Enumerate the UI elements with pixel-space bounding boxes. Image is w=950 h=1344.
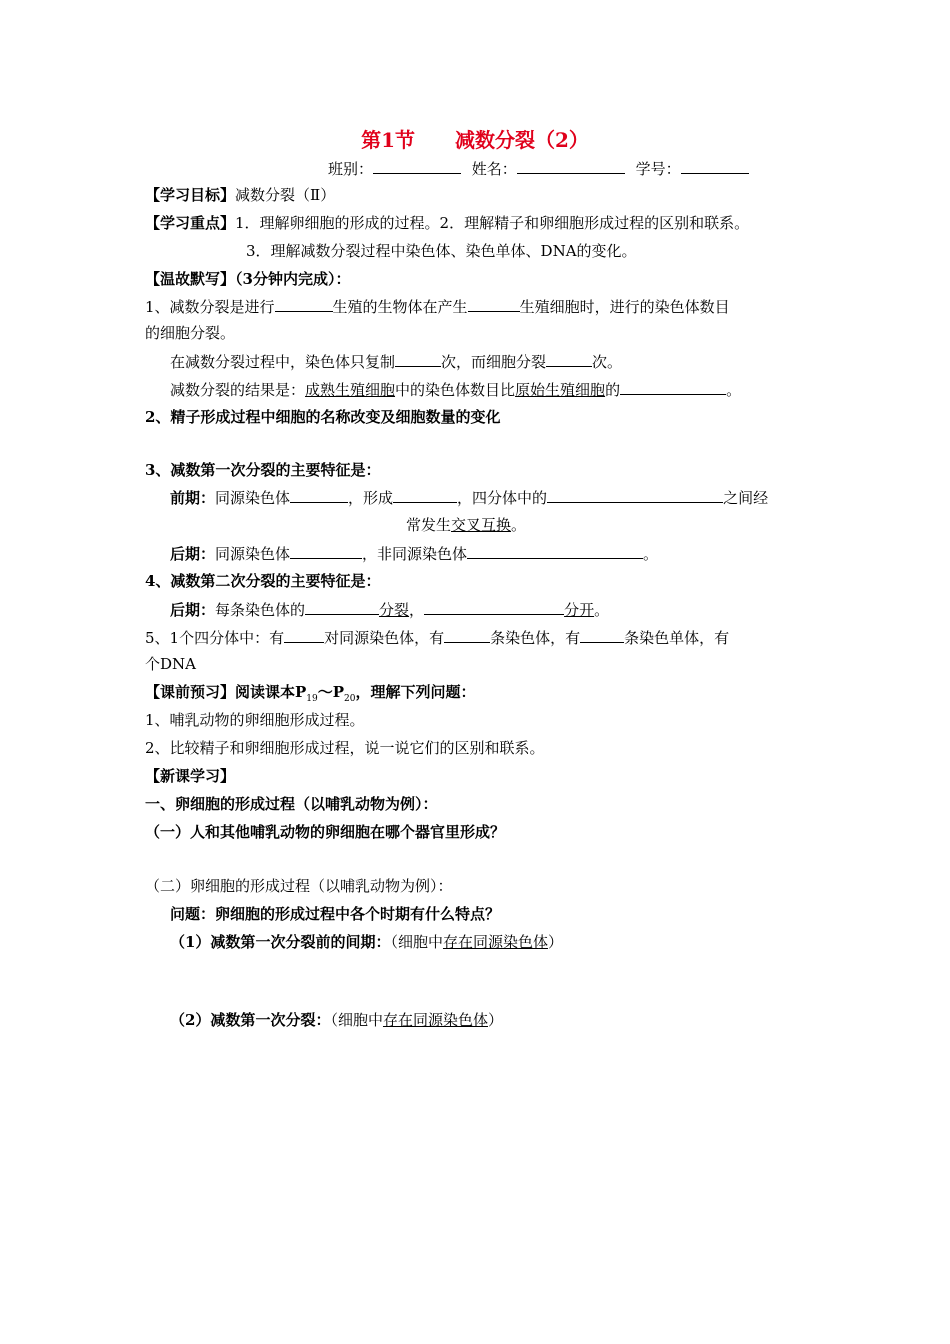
q1-r2-underlined-1: 成熟生殖细胞 xyxy=(305,381,396,399)
q5-text-d: 条染色单体，有 xyxy=(624,629,730,647)
q3-pre-underlined: 交叉互换 xyxy=(451,516,512,534)
preview-sub-2: 20 xyxy=(344,694,356,704)
q3-post-blank-1 xyxy=(290,543,362,559)
q4-heading: 4、减数第二次分裂的主要特征是： xyxy=(145,572,381,590)
q3-prophase-label: 前期： xyxy=(170,489,216,507)
phase-1-text-a: （细胞中 xyxy=(390,933,443,951)
q1-r2-text-b: 中的染色体数目比 xyxy=(395,381,516,399)
class-blank xyxy=(373,158,461,174)
q1-r1-text-a: 在减数分裂过程中，染色体只复制 xyxy=(170,353,396,371)
preview-tag: 【课前预习】 xyxy=(145,683,236,701)
goal-tag: 【学习目标】 xyxy=(145,186,236,204)
phase-2-text-a: （细胞中 xyxy=(330,1011,383,1029)
q3-anaphase xyxy=(170,543,658,564)
phase-2-underlined: 存在同源染色体 xyxy=(382,1011,488,1029)
review-heading xyxy=(145,269,350,289)
q1-line2: 的细胞分裂。 xyxy=(145,324,236,342)
q3-anaphase-label: 后期： xyxy=(170,545,216,563)
q1-text-b: 生殖的生物体在产生 xyxy=(332,298,468,316)
q5-blank-1 xyxy=(284,627,324,643)
q5-text-c: 条染色体，有 xyxy=(490,629,581,647)
preview-heading xyxy=(145,682,476,709)
q1-r2-text-c: 的 xyxy=(605,381,621,399)
q1-r2-underlined-2: 原始生殖细胞 xyxy=(515,381,606,399)
q4-text-c: 。 xyxy=(594,601,610,619)
student-info-row xyxy=(328,158,749,179)
preview-text-b: ～P xyxy=(317,683,345,701)
q3-post-text-b: ，非同源染色体 xyxy=(362,545,468,563)
q3-pre-text-e: 常发生 xyxy=(406,516,452,534)
section-1a-question: （一）人和其他哺乳动物的卵细胞在哪个器官里形成？ xyxy=(145,823,506,841)
stage-question: 问题：卵细胞的形成过程中各个时期有什么特点？ xyxy=(170,905,501,923)
q4-blank-1 xyxy=(305,599,379,615)
q1-r2-text-a: 减数分裂的结果是： xyxy=(170,381,306,399)
name-label: 姓名： xyxy=(471,160,517,178)
q3-post-text-c: 。 xyxy=(643,545,659,563)
q1-text-c: 生殖细胞时，进行的染色体数目 xyxy=(519,298,730,316)
q1-r1-text-b: 次，而细胞分裂 xyxy=(441,353,547,371)
q3-pre-text-f: 。 xyxy=(511,516,527,534)
q5-blank-2 xyxy=(444,627,490,643)
learning-focus-line1 xyxy=(145,213,749,233)
q1-blank-1 xyxy=(275,296,333,312)
q1-line1 xyxy=(145,296,730,317)
q1-text-a: 1、减数分裂是进行 xyxy=(145,298,275,316)
q5-text-a: 5、1个四分体中：有 xyxy=(145,629,285,647)
q4-text-a: 每条染色体的 xyxy=(215,601,306,619)
phase-1-label: （1）减数第一次分裂前的间期： xyxy=(170,933,391,951)
q5-blank-3 xyxy=(580,627,624,643)
id-label: 学号： xyxy=(635,160,681,178)
q2-heading: 2、精子形成过程中细胞的名称改变及细胞数量的变化 xyxy=(145,408,501,426)
q4-text-b: ， xyxy=(409,601,425,619)
phase-1-underlined: 存在同源染色体 xyxy=(442,933,548,951)
q3-pre-blank-1 xyxy=(290,487,348,503)
q3-prophase xyxy=(170,487,768,508)
learning-goal xyxy=(145,185,335,205)
q5-line1 xyxy=(145,627,729,648)
q1-r1-blank-1 xyxy=(395,351,441,367)
preview-text-c: ，理解下列问题： xyxy=(355,683,476,701)
q3-heading: 3、减数第一次分裂的主要特征是： xyxy=(145,461,381,479)
phase-2 xyxy=(170,1010,503,1030)
preview-text-a: 阅读课本P xyxy=(235,683,307,701)
q3-post-text-a: 同源染色体 xyxy=(215,545,291,563)
section-1-heading: 一、卵细胞的形成过程（以哺乳动物为例）： xyxy=(145,795,438,813)
phase-1 xyxy=(170,932,563,952)
q4-anaphase xyxy=(170,599,609,620)
q3-pre-text-d: 之间经 xyxy=(723,489,769,507)
q1-r1-blank-2 xyxy=(546,351,592,367)
q1-r2-text-d: 。 xyxy=(726,381,742,399)
q3-pre-text-a: 同源染色体 xyxy=(215,489,291,507)
section-1b-heading: （二）卵细胞的形成过程（以哺乳动物为例）： xyxy=(145,877,453,895)
preview-item-1: 1、哺乳动物的卵细胞形成过程。 xyxy=(145,711,365,729)
page-title: 第1节 减数分裂（2） xyxy=(361,128,589,152)
q4-anaphase-label: 后期： xyxy=(170,601,216,619)
focus-tag: 【学习重点】 xyxy=(145,214,236,232)
q3-pre-blank-3 xyxy=(547,487,723,503)
q1-line3 xyxy=(170,351,622,372)
q1-r1-text-c: 次。 xyxy=(592,353,623,371)
q3-prophase-cont xyxy=(406,515,526,535)
goal-text: 减数分裂（Ⅱ） xyxy=(235,186,336,204)
focus-line2: 3．理解减数分裂过程中染色体、染色单体、DNA的变化。 xyxy=(246,242,637,260)
q4-underlined-2: 分开 xyxy=(564,601,595,619)
q4-underlined-1: 分裂 xyxy=(379,601,410,619)
q3-pre-text-c: ，四分体中的 xyxy=(457,489,548,507)
q1-blank-2 xyxy=(468,296,520,312)
phase-2-text-b: ） xyxy=(487,1011,503,1029)
newlesson-tag: 【新课学习】 xyxy=(145,767,236,785)
phase-1-text-b: ） xyxy=(547,933,563,951)
q3-pre-text-b: ，形成 xyxy=(348,489,394,507)
review-note: （3分钟内完成）： xyxy=(235,270,351,288)
id-blank xyxy=(681,158,749,174)
class-label: 班别： xyxy=(328,160,374,178)
q1-r2-blank xyxy=(620,379,726,395)
q4-blank-2 xyxy=(424,599,564,615)
q3-pre-blank-2 xyxy=(393,487,457,503)
preview-item-2: 2、比较精子和卵细胞形成过程，说一说它们的区别和联系。 xyxy=(145,739,545,757)
q1-line4 xyxy=(170,379,741,400)
q5-line2: 个DNA xyxy=(145,655,196,673)
phase-2-label: （2）减数第一次分裂： xyxy=(170,1011,331,1029)
review-tag: 【温故默写】 xyxy=(145,270,236,288)
preview-sub-1: 19 xyxy=(306,694,318,704)
focus-line1: 1．理解卵细胞的形成的过程。2．理解精子和卵细胞形成过程的区别和联系。 xyxy=(235,214,750,232)
name-blank xyxy=(517,158,625,174)
q3-post-blank-2 xyxy=(467,543,643,559)
q5-text-b: 对同源染色体，有 xyxy=(324,629,445,647)
